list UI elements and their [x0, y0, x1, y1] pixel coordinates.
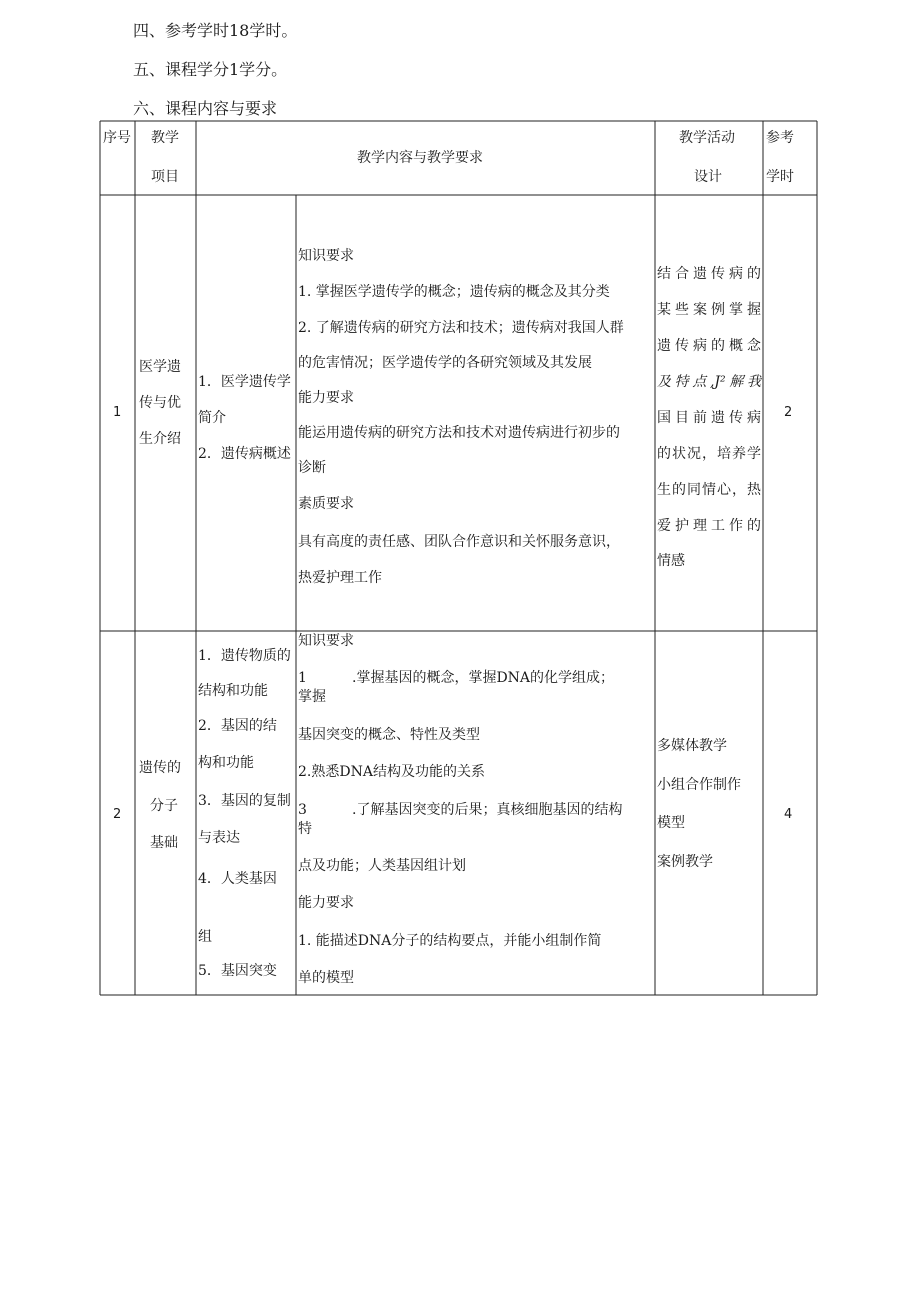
row-subtopic-line: 构和功能: [198, 755, 254, 771]
activity-line: 多媒体教学: [657, 738, 727, 754]
content-line: 能力要求: [298, 390, 354, 406]
header-serial-no: 序号: [103, 130, 131, 146]
row-subtopic-line: 简介: [198, 410, 226, 426]
content-line: 具有高度的责任感、团队合作意识和关怀服务意识，: [298, 534, 620, 550]
row-item-line: 分子: [150, 798, 178, 814]
row-serial-no: 2: [113, 807, 122, 822]
activity-line: 的状况，培养学: [657, 446, 761, 462]
content-line: 热爱护理工作: [298, 570, 382, 586]
activity-line: 结合遗传病的: [657, 266, 761, 282]
header-hours-line1: 参考: [766, 130, 794, 146]
content-line: .了解基因突变的后果；真核细胞基因的结构: [352, 802, 623, 818]
content-line: 能力要求: [298, 895, 354, 911]
content-line: 2. 了解遗传病的研究方法和技术；遗传病对我国人群: [298, 320, 624, 336]
content-line: .掌握基因的概念，掌握DNA的化学组成；: [352, 670, 615, 686]
activity-line: 案例教学: [657, 854, 713, 870]
content-line: 诊断: [298, 460, 326, 476]
content-line: 点及功能；人类基因组计划: [298, 858, 466, 874]
section-heading-hours: 四、参考学时18学时。: [133, 21, 298, 40]
row-subtopic-line: 1．医学遗传学: [198, 374, 291, 390]
content-line: 1. 能描述DNA分子的结构要点，并能小组制作简: [298, 933, 602, 949]
row-subtopic-line: 组: [198, 929, 212, 945]
header-hours-line2: 学时: [766, 169, 794, 185]
section-heading-content: 六、课程内容与要求: [133, 99, 278, 118]
header-activity-line2: 设计: [694, 169, 722, 185]
activity-line: 生的同情心，热: [657, 482, 761, 498]
content-line: 单的模型: [298, 970, 354, 986]
content-line: 能运用遗传病的研究方法和技术对遗传病进行初步的: [298, 425, 620, 441]
content-line: 特: [298, 821, 312, 837]
content-line: 知识要求: [298, 633, 354, 649]
row-item-line: 基础: [150, 835, 178, 851]
activity-line: 遗传病的概念: [657, 338, 761, 354]
activity-line: 情感: [657, 553, 685, 569]
activity-line: 模型: [657, 815, 685, 831]
content-line: 素质要求: [298, 496, 354, 512]
content-line: 1: [298, 670, 307, 686]
row-subtopic-line: 2．遗传病概述: [198, 446, 291, 462]
row-subtopic-line: 1．遗传物质的: [198, 648, 291, 664]
row-subtopic-line: 与表达: [198, 830, 240, 846]
content-line: 知识要求: [298, 248, 354, 264]
activity-line: 小组合作制作: [657, 777, 741, 793]
content-line: 2.熟悉DNA结构及功能的关系: [298, 764, 485, 780]
header-item-line1: 教学: [151, 130, 179, 146]
header-content: 教学内容与教学要求: [357, 150, 483, 166]
section-heading-credits: 五、课程学分1学分。: [133, 60, 288, 79]
row-subtopic-line: 4．人类基因: [198, 871, 277, 887]
activity-line: 国目前遗传病: [657, 410, 761, 426]
row-hours: 4: [784, 807, 793, 822]
row-item-line: 生介绍: [139, 431, 181, 447]
row-item-line: 传与优: [139, 395, 181, 411]
activity-line: 及特点,J²解我: [657, 374, 761, 390]
content-line: 3: [298, 802, 307, 818]
content-line: 的危害情况；医学遗传学的各研究领域及其发展: [298, 355, 592, 371]
row-serial-no: 1: [113, 405, 122, 420]
row-item-line: 遗传的: [139, 760, 181, 776]
row-subtopic-line: 3．基因的复制: [198, 793, 291, 809]
activity-line: 爱护理工作的: [657, 518, 761, 534]
header-activity-line1: 教学活动: [679, 130, 735, 146]
header-item-line2: 项目: [151, 169, 179, 185]
row-item-line: 医学遗: [139, 359, 181, 375]
row-subtopic-line: 结构和功能: [198, 683, 268, 699]
row-subtopic-line: 5．基因突变: [198, 963, 277, 979]
content-line: 1. 掌握医学遗传学的概念；遗传病的概念及其分类: [298, 284, 610, 300]
content-line: 基因突变的概念、特性及类型: [298, 727, 480, 743]
content-line: 掌握: [298, 689, 326, 705]
activity-line: 某些案例掌握: [657, 302, 761, 318]
row-subtopic-line: 2．基因的结: [198, 718, 277, 734]
row-hours: 2: [784, 405, 793, 420]
